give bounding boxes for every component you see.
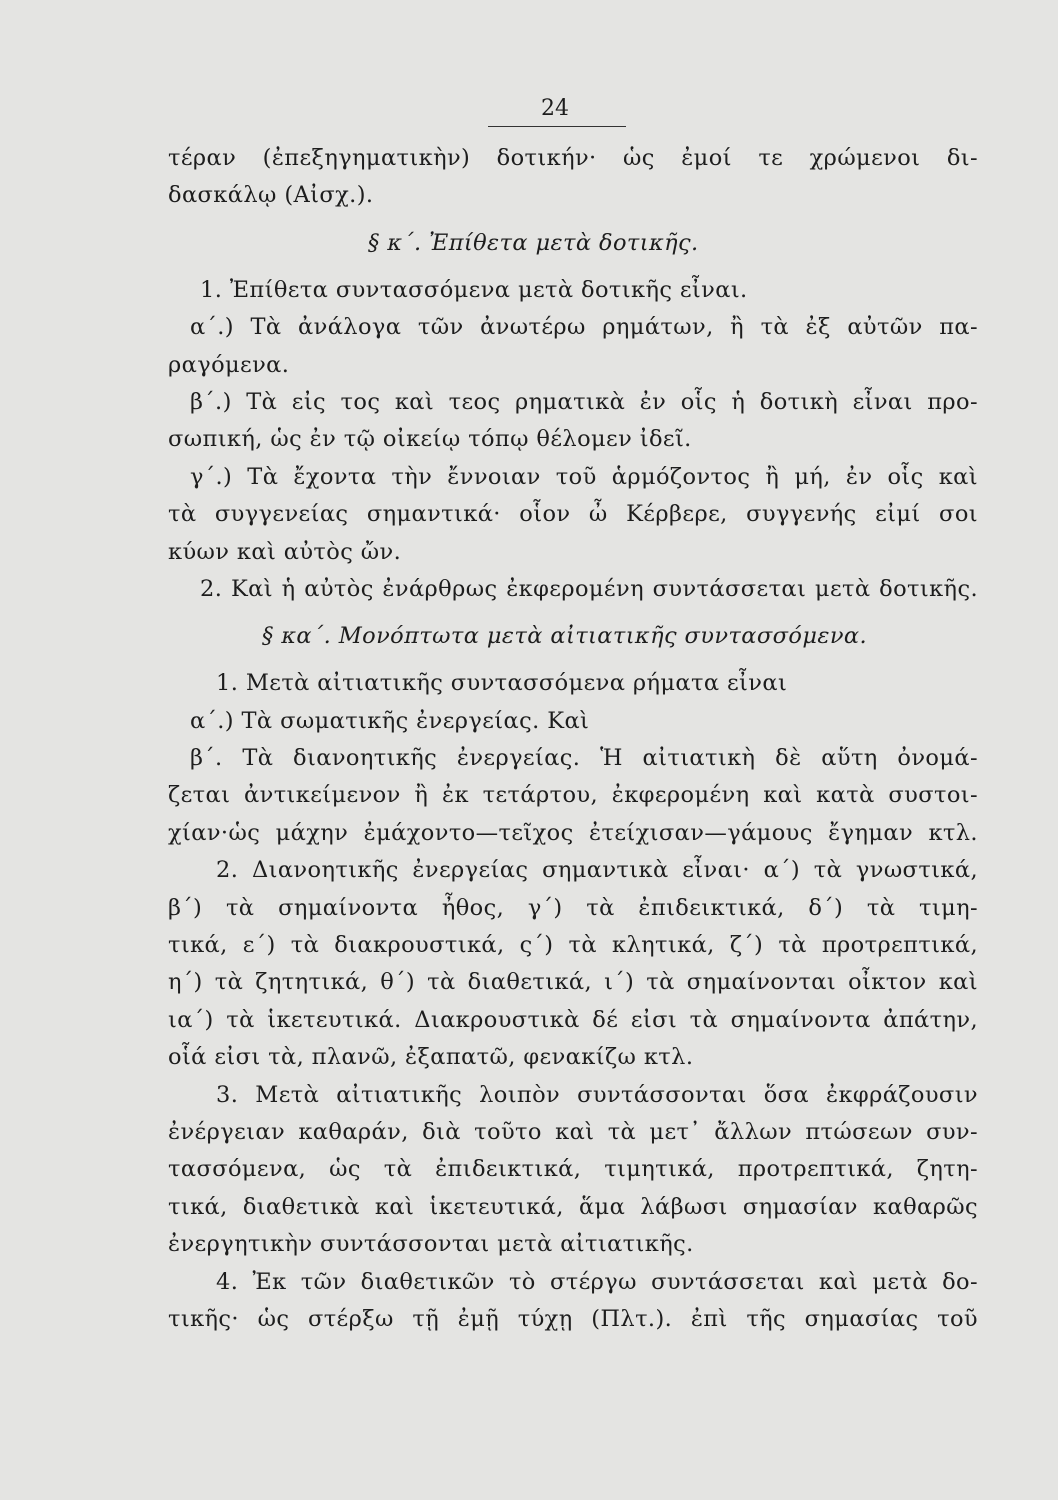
- page-number-rule: [488, 126, 626, 127]
- text-line: ἐνεργητικὴν συντάσσονται μετὰ αἰτιατικῆς.: [168, 1231, 694, 1258]
- page-text: [168, 140, 978, 1338]
- page-number: 24: [541, 96, 569, 121]
- text-line: κύων καὶ αὐτὸς ὤν.: [168, 538, 402, 565]
- text-line: α΄.) Τὰ ἀνάλογα τῶν ἀνωτέρω ρημάτων, ἢ τὰ ἐξ αὐτῶν πα-: [190, 314, 978, 341]
- text-line: γ΄.) Τὰ ἔχοντα τὴν ἔννοιαν τοῦ ἁρμόζοντος ἢ μή, ἐν οἷς καὶ: [190, 463, 978, 490]
- text-line: τέραν (ἐπεξηγηματικὴν) δοτικήν· ὡς ἐμοί τε χρώμενοι δι-: [168, 145, 978, 171]
- text-line: σωπική, ὡς ἐν τῷ οἰκείῳ τόπῳ θέλομεν ἰδεῖ.: [168, 426, 692, 453]
- text-line: ἐνέργειαν καθαράν, διὰ τοῦτο καὶ τὰ μετ᾽ ἄλλων πτώσεων συν-: [168, 1118, 978, 1145]
- text-line: 1. Μετὰ αἰτιατικῆς συντασσόμενα ρήματα εἶναι: [216, 670, 788, 697]
- text-line: ραγόμενα.: [168, 351, 290, 378]
- section-heading-ka: § κα΄. Μονόπτωτα μετὰ αἰτιατικῆς συντασσόμενα.: [262, 623, 868, 650]
- text-line: 4. Ἐκ τῶν διαθετικῶν τὸ στέργω συντάσσεται καὶ μετὰ δο-: [216, 1268, 978, 1295]
- text-line: 2. Διανοητικῆς ἐνεργείας σημαντικὰ εἶναι· α΄) τὰ γνωστικά,: [216, 857, 978, 884]
- text-line: ια΄) τὰ ἱκετευτικά. Διακρουστικὰ δέ εἰσι τὰ σημαίνοντα ἀπάτην,: [168, 1006, 978, 1033]
- text-line: α΄.) Τὰ σωματικῆς ἐνεργείας. Καὶ: [190, 707, 590, 734]
- text-line: 1. Ἐπίθετα συντασσόμενα μετὰ δοτικῆς εἶναι.: [200, 276, 748, 303]
- text-line: β΄.) Τὰ εἰς τος καὶ τεος ρηματικὰ ἐν οἷς ἡ δοτικὴ εἶναι προ-: [190, 388, 978, 415]
- text-line: 2. Καὶ ἡ αὐτὸς ἐνάρθρως ἐκφερομένη συντάσσεται μετὰ δοτικῆς.: [200, 575, 978, 602]
- text-line: β΄. Τὰ διανοητικῆς ἐνεργείας. Ἡ αἰτιατικὴ δὲ αὕτη ὀνομά-: [190, 745, 978, 772]
- text-line: τικά, ε΄) τὰ διακρουστικά, ς΄) τὰ κλητικά, ζ΄) τὰ προτρεπτικά,: [168, 932, 978, 959]
- text-line: ζεται ἀντικείμενον ἢ ἐκ τετάρτου, ἐκφερομένη καὶ κατὰ συστοι-: [168, 782, 978, 809]
- text-line: οἷά εἰσι τὰ, πλανῶ, ἐξαπατῶ, φενακίζω κτλ.: [168, 1044, 694, 1071]
- text-line: 3. Μετὰ αἰτιατικῆς λοιπὸν συντάσσονται ὅσα ἐκφράζουσιν: [216, 1081, 978, 1108]
- text-line: η΄) τὰ ζητητικά, θ΄) τὰ διαθετικά, ι΄) τὰ σημαίνονται οἶκτον καὶ: [168, 969, 978, 996]
- text-line: τικά, διαθετικὰ καὶ ἱκετευτικά, ἅμα λάβωσι σημασίαν καθαρῶς: [168, 1193, 978, 1220]
- text-line: τασσόμενα, ὡς τὰ ἐπιδεικτικά, τιμητικά, προτρεπτικά, ζητη-: [168, 1156, 978, 1183]
- text-line: τὰ συγγενείας σημαντικά· οἷον ὦ Κέρβερε, συγγενής εἰμί σοι: [168, 501, 978, 528]
- text-line: β΄) τὰ σημαίνοντα ἦθος, γ΄) τὰ ἐπιδεικτικά, δ΄) τὰ τιμη-: [168, 894, 978, 921]
- text-line: χίαν·ὡς μάχην ἐμάχοντο—τεῖχος ἐτείχισαν—γάμους ἔγημαν κτλ.: [168, 819, 978, 846]
- section-heading-k: § κ΄. Ἐπίθετα μετὰ δοτικῆς.: [368, 229, 699, 256]
- text-line: δασκάλῳ (Αἰσχ.).: [168, 182, 374, 209]
- text-line: τικῆς· ὡς στέρξω τῇ ἐμῇ τύχῃ (Πλτ.). ἐπὶ τῆς σημασίας τοῦ: [168, 1305, 978, 1332]
